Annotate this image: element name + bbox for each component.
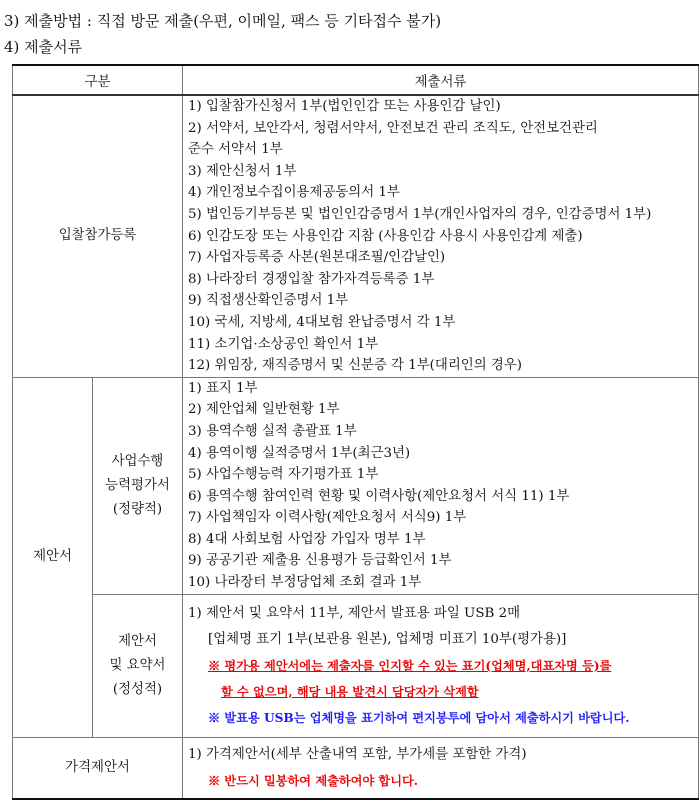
category-price: 가격제안서 xyxy=(13,737,183,799)
list-item: 1) 제안서 및 요약서 11부, 제안서 발표용 파일 USB 2매 xyxy=(188,605,521,621)
list-item: [업체명 표기 1부(보관용 원본), 업체명 미표기 10부(평가용)] xyxy=(208,631,567,647)
category-proposal: 제안서 xyxy=(13,377,93,737)
list-item: 8) 나라장터 경쟁입찰 참가자격등록증 1부 xyxy=(188,271,435,287)
list-item: 11) 소기업·소상공인 확인서 1부 xyxy=(188,336,379,352)
warning-note: 할 수 없으며, 해당 내용 발견시 담당자가 삭제함 xyxy=(221,684,479,699)
subcategory-label-line: 및 요약서 xyxy=(109,657,166,673)
list-item: 7) 사업자등록증 사본(원본대조필/인감날인) xyxy=(188,250,446,266)
table-row-registration xyxy=(13,95,699,377)
column-header-documents: 제출서류 xyxy=(183,65,699,95)
list-item: 1) 가격제안서(세부 산출내역 포함, 부가세를 포함한 가격) xyxy=(188,746,527,762)
list-item: 5) 사업수행능력 자기평가표 1부 xyxy=(188,467,379,483)
subcategory-label-line: (정량적) xyxy=(112,501,163,517)
list-item: 6) 용역수행 참여인력 현황 및 이력사항(제안요청서 서식 11) 1부 xyxy=(188,488,570,504)
list-item: 9) 공공기관 제출용 신용평가 등급확인서 1부 xyxy=(188,553,452,569)
subcategory-label-line: 제안서 xyxy=(118,633,157,649)
list-item: 4) 용역이행 실적증명서 1부(최근3년) xyxy=(188,445,411,461)
list-item: 7) 사업책임자 이력사항(제안요청서 서식9) 1부 xyxy=(188,510,467,526)
list-item: 4) 개인정보수집이용제공동의서 1부 xyxy=(188,185,400,201)
warning-note: ※ 평가용 제안서에는 제출자를 인지할 수 있는 표기(업체명,대표자명 등)를 xyxy=(208,658,612,673)
list-item: 2) 제안업체 일반현황 1부 xyxy=(188,402,340,418)
table-row-proposal-qualitative xyxy=(13,594,699,737)
table-row-price xyxy=(13,737,699,799)
list-item: 6) 인감도장 또는 사용인감 지참 (사용인감 사용시 사용인감계 제출) xyxy=(188,228,583,244)
table-header-row xyxy=(13,65,699,95)
qualitative-items xyxy=(183,594,699,737)
warning-note: ※ 반드시 밀봉하여 제출하여야 합니다. xyxy=(208,773,418,788)
list-item: 1) 표지 1부 xyxy=(188,380,258,396)
list-item: 10) 국세, 지방세, 4대보험 완납증명서 각 1부 xyxy=(188,314,456,330)
subcategory-label-line: 능력평가서 xyxy=(105,477,170,493)
list-item: 1) 입찰참가신청서 1부(법인인감 또는 사용인감 날인) xyxy=(188,99,501,114)
info-note: ※ 발표용 USB는 업체명을 표기하여 편지봉투에 담아서 제출하시기 바랍니다. xyxy=(208,710,630,725)
subcategory-label-line: 사업수행 xyxy=(111,453,164,469)
registration-items xyxy=(183,95,699,377)
list-item: 2) 서약서, 보안각서, 청렴서약서, 안전보건 관리 조직도, 안전보건관리 xyxy=(188,120,598,136)
list-item: 3) 용역수행 실적 총괄표 1부 xyxy=(188,423,357,439)
submission-documents-table xyxy=(12,64,699,800)
column-header-category: 구분 xyxy=(13,65,183,95)
list-item: 5) 법인등기부등본 및 법인인감증명서 1부(개인사업자의 경우, 인감증명서 1부) xyxy=(188,206,652,222)
subcategory-qualitative xyxy=(93,594,183,737)
table-row-proposal-quantitative xyxy=(13,377,699,594)
subcategory-label-line: (정성적) xyxy=(112,681,163,697)
category-registration: 입찰참가등록 xyxy=(13,95,183,377)
list-item: 10) 나라장터 부정당업체 조회 결과 1부 xyxy=(188,575,422,591)
list-item: 12) 위임장, 재직증명서 및 신분증 각 1부(대리인의 경우) xyxy=(188,358,522,374)
list-item: 8) 4대 사회보험 사업장 가입자 명부 1부 xyxy=(188,531,426,547)
quantitative-items xyxy=(183,377,699,594)
subcategory-quantitative xyxy=(93,377,183,594)
list-item: 3) 제안신청서 1부 xyxy=(188,163,297,179)
list-item: 9) 직접생산확인증명서 1부 xyxy=(188,293,349,309)
list-item: 준수 서약서 1부 xyxy=(188,142,283,158)
submission-method-heading: 3) 제출방법 : 직접 방문 제출(우편, 이메일, 팩스 등 기타접수 불가) xyxy=(4,12,442,30)
price-items xyxy=(183,737,699,799)
submission-documents-heading: 4) 제출서류 xyxy=(4,38,83,56)
